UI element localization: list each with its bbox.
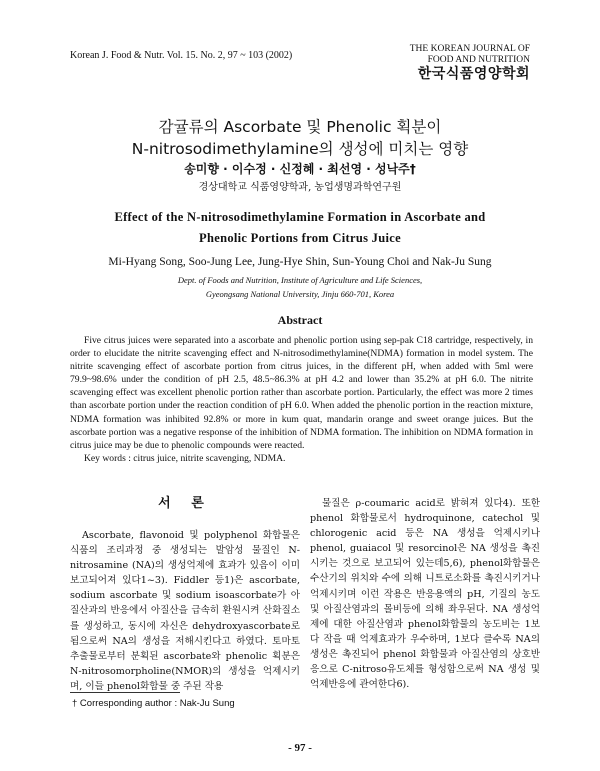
english-affiliation [0, 273, 600, 301]
abstract-body [70, 334, 533, 465]
english-title-line2: Phenolic Portions from Citrus Juice [199, 231, 401, 245]
korean-title-line2: N-nitrosodimethylamine의 생성에 미치는 영향 [131, 140, 469, 158]
journal-name-line1: THE KOREAN JOURNAL OF [409, 44, 530, 54]
korean-title-line1: 감귤류의 Ascorbate 및 Phenolic 획분이 [158, 118, 442, 136]
abstract-heading: Abstract [277, 313, 323, 327]
english-affiliation-line1: Dept. of Foods and Nutrition, Institute of Agriculture and Life Sciences, [177, 275, 423, 285]
english-affiliation-line2: Gyeongsang National University, Jinju 660-701, Korea [205, 289, 395, 299]
korean-authors: 송미향 · 이수정 · 신정혜 · 최선영 · 성낙주† [184, 162, 416, 176]
keywords: Key words : citrus juice, nitrite scavenging, NDMA. [84, 452, 286, 464]
footnote-divider [70, 692, 180, 693]
intro-left-column [70, 496, 300, 694]
intro-right-text: 물질은 ρ-coumaric acid로 밝혀져 있다4). 또한 phenol 화합물로서 hydroquinone, catechol 및 chlorogenic acid 등은 NA 생성을 억제시키나 phenol, guaiacol 및 resorcinol은 NA 생성을 촉진시키는 것으로 보고되어 있는데5,6), phenol화합물은 수산기의 위치와 수에 의해 니트로소화를 촉진시키거나 억제시키며 이런 작용은 반응용액의 pH, 기질의 농도 및 아질산염과의 몰비등에 의해 좌우된다. NA 생성억제에 대한 아질산염과 phenol화합물의 농도비는 1보다 작을 때 억제효과가 우수하며, 1보다 클수록 NA의 생성은 촉진되어 phenol 화합물과 아질산염의 상호반응으로 C-nitroso유도체를 형성함으로써 NA 생성 및 억제반응에 관여한다6). [310, 498, 540, 691]
society-name-korean: 한국식품영양학회 [417, 66, 530, 82]
intro-right-column [310, 496, 540, 692]
abstract-text: Five citrus juices were separated into a ascorbate and phenolic portion using sep-pak C18 cartridge, respectively, in order to elucidate the nitrite scavenging effect and N-nitrosodimethylamine(NDMA) formation in model system. The nitrite scavenging effect of ascorbate portion from citrus juices, in the different pH, when added with 5ml were 79.9~98.6% under the condition of pH 2.5, 48.5~86.3% at pH 4.2 and lower than 35.2% at pH 6.0. The nitrite scavenging effect was excellent phenolic portion rather than ascorbate portion. Particularly, the effect was more 2 times than ascorbate portion under the reaction condition of pH 6.0. When added the phenolic portion in the reaction mixture, NDMA formation was inhibited 92.8% or more in kum quat, mandarin orange and sweet orange juices. But the ascorbate portion was a negative response of the inhibition of NDMA formation. The inhibition on NDMA formation in citrus juice may be due to phenolic compounds were reacted. [70, 335, 533, 451]
journal-name-block [410, 44, 530, 83]
introduction-heading: 서 론 [158, 496, 212, 511]
corresponding-author-footnote: † Corresponding author : Nak-Ju Sung [72, 698, 235, 709]
english-authors: Mi-Hyang Song, Soo-Jung Lee, Jung-Hye Shin, Sun-Young Choi and Nak-Ju Sung [108, 256, 492, 268]
korean-affiliation: 경상대학교 식품영양학과, 농업생명과학연구원 [198, 182, 402, 193]
journal-name-line2: FOOD AND NUTRITION [427, 55, 530, 65]
english-title-line1: Effect of the N-nitrosodimethylamine Formation in Ascorbate and [114, 210, 486, 224]
english-title [0, 207, 600, 249]
korean-title [0, 116, 600, 160]
intro-left-text: Ascorbate, flavonoid 및 polyphenol 화합물은 식품의 조리과정 중 생성되는 발암성 물질인 N-nitrosamine (NA)의 생성억제에 효과가 있음이 이미 보고되어져 있다1~3). Fiddler 등1)은 ascorbate, sodium ascorbate 및 sodium isoascorbate가 아질산과의 반응에서 아질산을 급속히 환원시켜 산화질소를 생성하고, 동시에 자신은 dehydroxyascorbate로 됨으로써 NA의 생성을 저해시킨다고 하였다. 토마토 추출물로부터 분획된 ascorbate와 phenolic 획분은 N-nitrosomorpholine(NMOR)의 생성을 억제시키며, 이들 phenol화합물 중 주된 작용 [70, 530, 300, 692]
journal-citation: Korean J. Food & Nutr. Vol. 15. No. 2, 97 ~ 103 (2002) [70, 50, 293, 61]
page-number: - 97 - [288, 742, 312, 754]
